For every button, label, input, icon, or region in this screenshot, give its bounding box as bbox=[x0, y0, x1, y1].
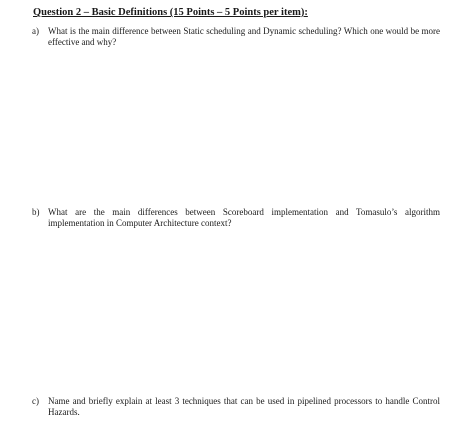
question-text: What is the main difference between Static scheduling and Dynamic scheduling? Which one would be more effective and why? bbox=[48, 26, 440, 47]
question-item-a bbox=[32, 26, 440, 48]
question-marker: b) bbox=[32, 207, 40, 217]
question-text: Name and briefly explain at least 3 techniques that can be used in pipelined processors to handle Control Hazards. bbox=[48, 396, 440, 417]
question-item-b bbox=[32, 207, 440, 229]
question-marker: a) bbox=[32, 26, 39, 36]
question-text: What are the main differences between Scoreboard implementation and Tomasulo’s algorithm implementation in Computer Architecture context? bbox=[48, 207, 440, 228]
question-marker: c) bbox=[32, 396, 39, 406]
question-item-c bbox=[32, 396, 440, 418]
question-heading: Question 2 – Basic Definitions (15 Points – 5 Points per item): bbox=[33, 7, 308, 18]
